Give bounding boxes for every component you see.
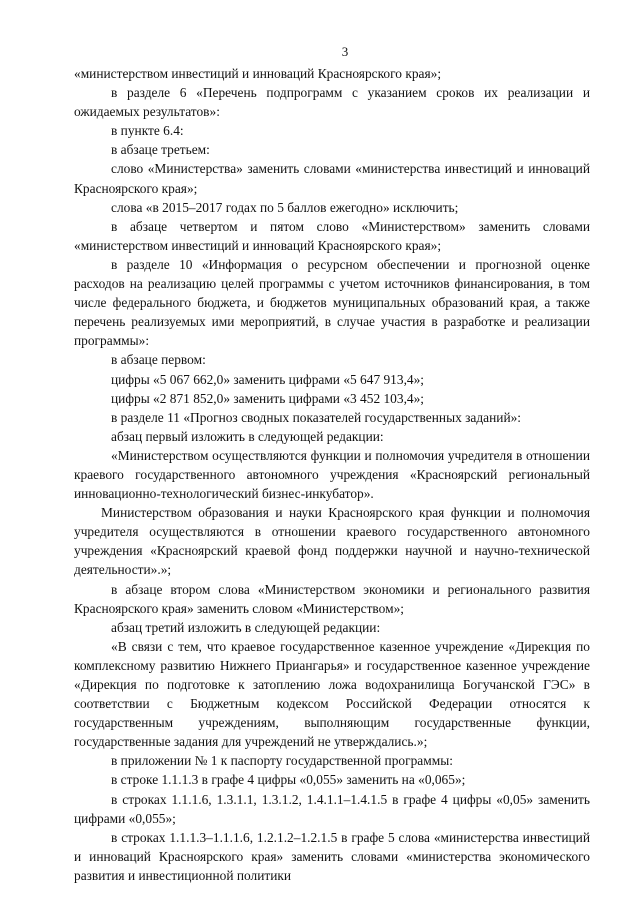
paragraph: в пункте 6.4: (111, 123, 184, 139)
paragraph: цифры «2 871 852,0» заменить цифрами «3 452 103,4»; (111, 390, 425, 406)
page-number: 3 (341, 44, 349, 59)
paragraph: в приложении № 1 к паспорту государственной программы: (111, 753, 453, 769)
paragraph: в строках 1.1.1.3–1.1.1.6, 1.2.1.2–1.2.1.5 в графе 5 слова «министерства инвестиций и инноваций Красноярского края» заменить словами «министерства экономического развития и инвестиционной политики (74, 829, 590, 883)
paragraph: абзац третий изложить в следующей редакции: (111, 619, 381, 635)
paragraph: «Министерством осуществляются функции и полномочия учредителя в отношении краевого государственного автономного учреждения «Красноярский региональный инновационно-технологический бизнес-инкубатор». (74, 447, 590, 502)
document-body (74, 64, 590, 885)
paragraph: в разделе 10 «Информация о ресурсном обеспечении и прогнозной оценке расходов на реализацию целей программы с учетом источников финансирования, в том числе федерального бюджета, и бюджетов муниципальных образований края, а также перечень реализуемых ими мероприятий, в случае участия в разработке и реализации программы»: (74, 256, 590, 349)
paragraph: абзац первый изложить в следующей редакции: (111, 428, 384, 444)
paragraph: в строках 1.1.1.6, 1.3.1.1, 1.3.1.2, 1.4.1.1–1.4.1.5 в графе 4 цифры «0,05» заменить цифрами «0,055»; (74, 791, 590, 826)
paragraph: «министерством инвестиций и инноваций Красноярского края»; (74, 66, 442, 81)
paragraph: цифры «5 067 662,0» заменить цифрами «5 647 913,4»; (111, 371, 425, 387)
paragraph: слово «Министерства» заменить словами «министерства инвестиций и инноваций Красноярского края»; (74, 161, 590, 196)
paragraph: «В связи с тем, что краевое государственное казенное учреждение «Дирекция по комплексному развитию Нижнего Приангарья» и государственное казенное учреждение «Дирекция по подготовке к затоплению ложа водохранилища Богучанской ГЭС» в соответствии с Бюджетным кодексом Российской Федерации относятся к государственным учреждениям, выполняющим государственные функции, государственные задания для учреждений не утверждались.»; (74, 638, 590, 750)
paragraph: в абзаце четвертом и пятом слово «Министерством» заменить словами «министерством инвестиций и инноваций Красноярского края»; (74, 218, 590, 253)
paragraph: в абзаце втором слова «Министерством экономики и регионального развития Красноярского края» заменить словом «Министерством»; (74, 581, 590, 616)
paragraph: в разделе 11 «Прогноз сводных показателей государственных заданий»: (111, 409, 522, 425)
paragraph: в разделе 6 «Перечень подпрограмм с указанием сроков их реализации и ожидаемых результатов»: (74, 85, 590, 120)
paragraph: в абзаце третьем: (111, 142, 210, 158)
paragraph: слова «в 2015–2017 годах по 5 баллов ежегодно» исключить; (111, 199, 459, 215)
paragraph: в абзаце первом: (111, 352, 206, 368)
paragraph: в строке 1.1.1.3 в графе 4 цифры «0,055» заменить на «0,065»; (111, 772, 466, 788)
paragraph: Министерством образования и науки Красноярского края функции и полномочия учредителя осуществляются в отношении краевого государственного автономного учреждения «Красноярский краевой фонд поддержки научной и научно-технической деятельности».»; (74, 505, 590, 578)
